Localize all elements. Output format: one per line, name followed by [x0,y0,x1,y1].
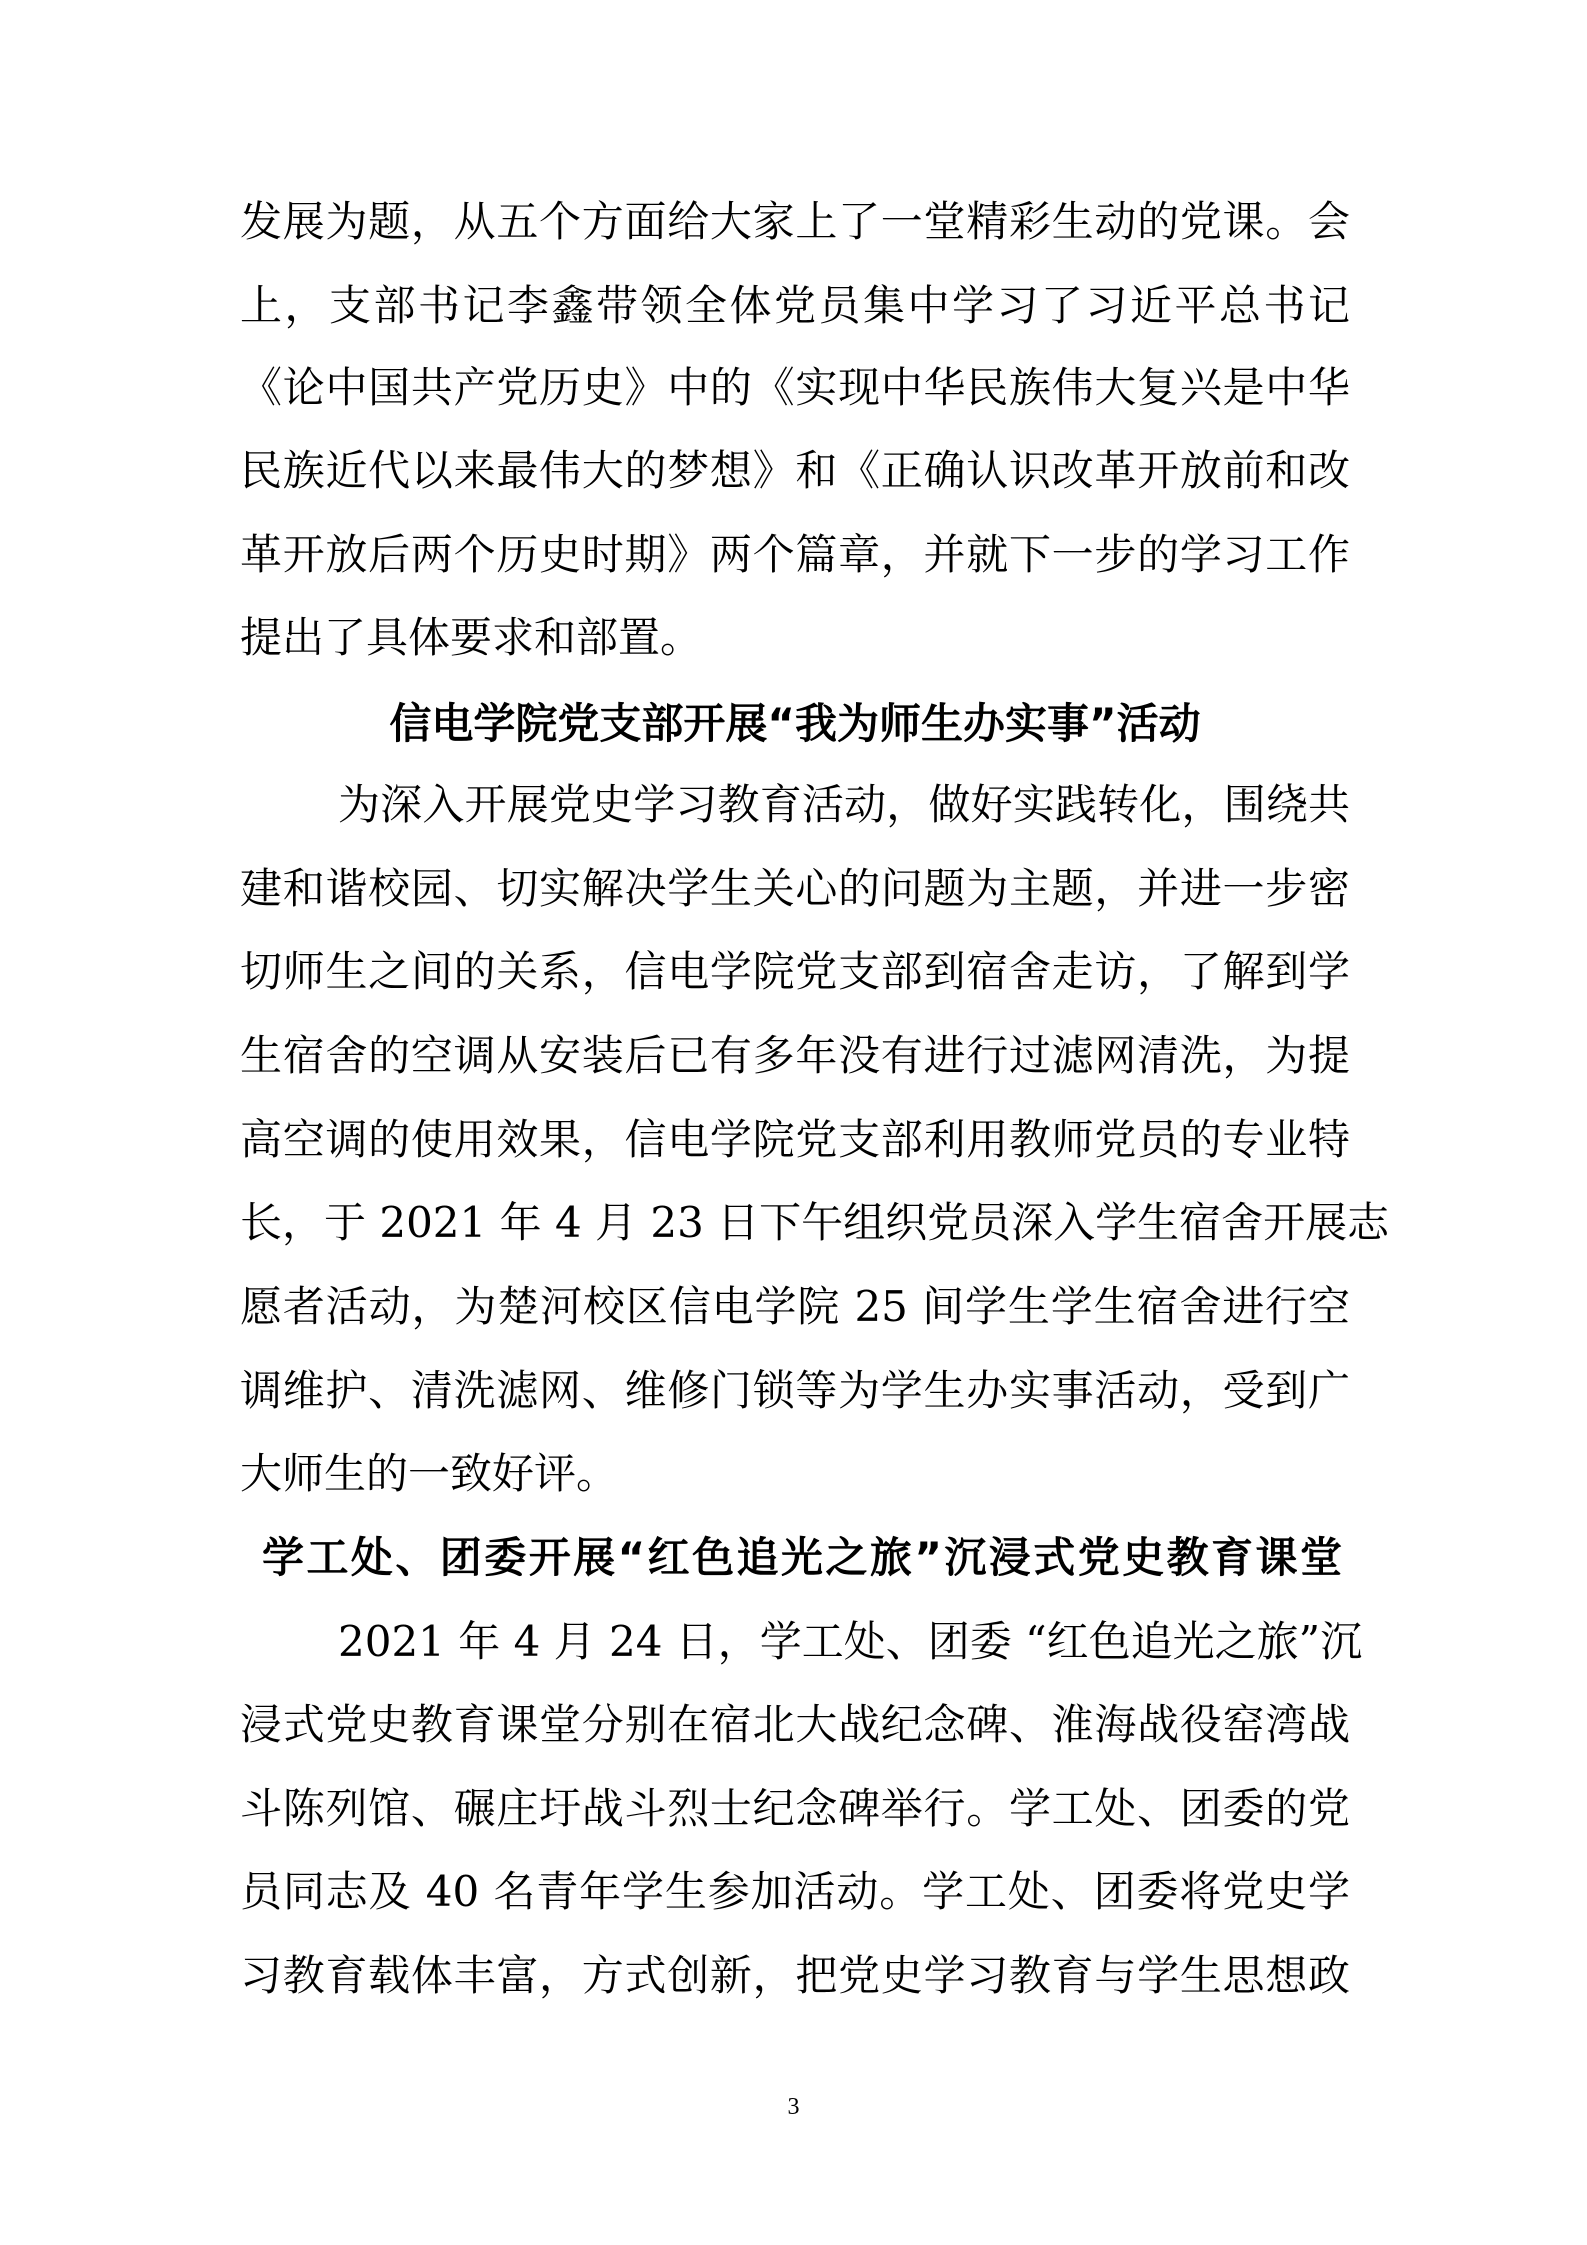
paragraph-line: 上，支部书记李鑫带领全体党员集中学习了习近平总书记 [240,281,1350,330]
paragraph-line: 提出了具体要求和部置。 [240,613,703,662]
paragraph-line: 民族近代以来最伟大的梦想》和《正确认识改革开放前和改 [240,446,1350,495]
paragraph-line: 愿者活动，为楚河校区信电学院 25 间学生学生宿舍进行空 [240,1282,1350,1331]
paragraph-line: 习教育载体丰富，方式创新，把党史学习教育与学生思想政 [240,1951,1350,2000]
paragraph-line: 切师生之间的关系，信电学院党支部到宿舍走访，了解到学 [240,947,1350,996]
section-heading: 信电学院党支部开展“我为师生办实事”活动 [389,699,1201,748]
section-heading: 学工处、团委开展“红色追光之旅”沉浸式党史教育课堂 [262,1533,1342,1582]
paragraph-line: 斗陈列馆、碾庄圩战斗烈士纪念碑举行。学工处、团委的党 [240,1784,1350,1833]
paragraph-line: 员同志及 40 名青年学生参加活动。学工处、团委将党史学 [240,1867,1350,1916]
paragraph-line: 为深入开展党史学习教育活动，做好实践转化，围绕共 [338,780,1350,829]
page-number: 3 [787,2094,800,2120]
paragraph-line: 发展为题，从五个方面给大家上了一堂精彩生动的党课。会 [240,197,1350,246]
paragraph-line: 建和谐校园、切实解决学生关心的问题为主题，并进一步密 [240,864,1350,913]
paragraph-line: 《论中国共产党历史》中的《实现中华民族伟大复兴是中华 [240,363,1350,412]
paragraph-line: 长，于 2021 年 4 月 23 日下午组织党员深入学生宿舍开展志 [240,1198,1390,1247]
paragraph-line: 浸式党史教育课堂分别在宿北大战纪念碑、淮海战役窑湾战 [240,1700,1350,1749]
paragraph-line: 大师生的一致好评。 [240,1449,619,1498]
paragraph-line: 高空调的使用效果，信电学院党支部利用教师党员的专业特 [240,1115,1350,1164]
paragraph-line: 2021 年 4 月 24 日，学工处、团委 “红色追光之旅”沉 [338,1617,1363,1666]
paragraph-line: 生宿舍的空调从安装后已有多年没有进行过滤网清洗，为提 [240,1031,1350,1080]
paragraph-line: 革开放后两个历史时期》两个篇章，并就下一步的学习工作 [240,530,1350,579]
paragraph-line: 调维护、清洗滤网、维修门锁等为学生办实事活动，受到广 [240,1366,1350,1415]
